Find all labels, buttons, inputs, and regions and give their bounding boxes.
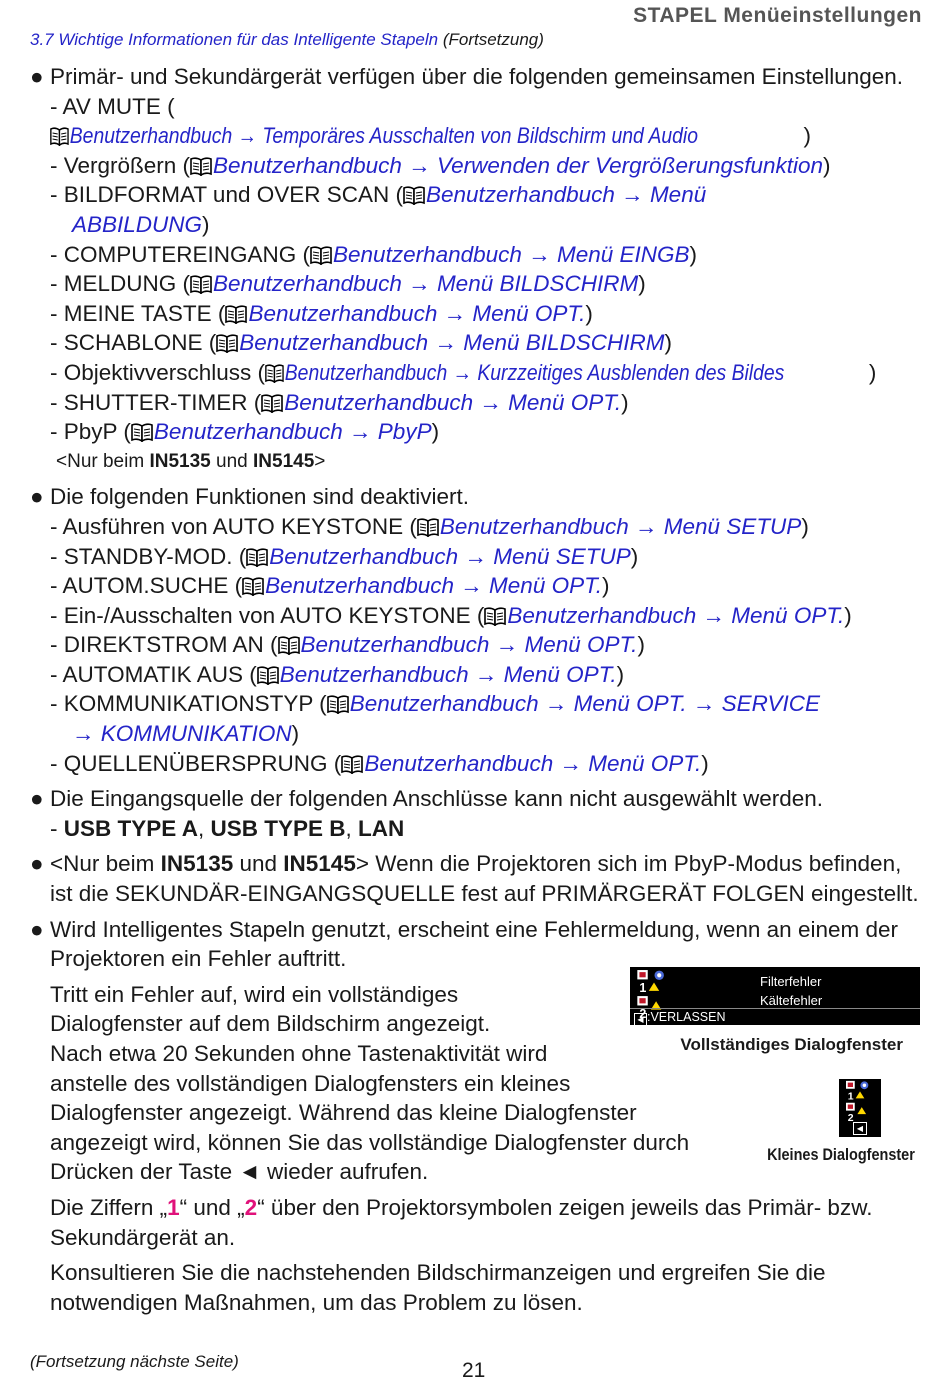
list-item: - BILDFORMAT und OVER SCAN ( Benutzerhandbuch → Menü xyxy=(50,182,707,208)
main-content xyxy=(30,62,925,1317)
bullet: ● xyxy=(30,851,44,877)
input-source-note: ● Die Eingangsquelle der folgenden Anschlüsse kann nicht ausgewählt werden. - USB TYPE A, USB TYPE B, LAN xyxy=(30,786,824,841)
model-note: <Nur beim IN5135 und IN5145> xyxy=(56,450,326,472)
list-item: - PbyP ( Benutzerhandbuch → PbyP) xyxy=(50,419,440,445)
error-note: ● Wird Intelligentes Stapeln genutzt, erscheint eine Fehlermeldung, wenn an einem der Projektoren ein Fehler auftritt. xyxy=(30,916,898,972)
book-icon xyxy=(257,665,279,685)
running-header: STAPEL Menüeinstellungen xyxy=(633,4,922,27)
bullet: ● xyxy=(30,64,44,89)
filter-error-text: Filterfehler xyxy=(760,973,822,989)
book-icon xyxy=(484,606,506,626)
small-dialog-caption: Kleines Dialogfenster xyxy=(767,1144,915,1164)
pbyp-note: ● <Nur beim IN5135 und IN5145> Wenn die Projektoren sich im PbyP-Modus befinden, ist die SEKUNDÄR-EINGANGSQUELLE fest auf PRIMÄRGERÄT FOLGEN eingestellt. xyxy=(30,851,919,907)
list-item: - Objektivverschluss ( Benutzerhandbuch → Kurzzeitiges Ausblenden des Bildes ) xyxy=(50,359,877,385)
list-item: - SHUTTER-TIMER ( Benutzerhandbuch → Menü OPT.) xyxy=(50,389,629,415)
list-item-continued: → KOMMUNIKATION) xyxy=(72,721,300,747)
book-icon xyxy=(50,126,69,146)
list-item: - Ein-/Ausschalten von AUTO KEYSTONE ( Benutzerhandbuch → Menü OPT.) xyxy=(50,602,852,628)
list-item: - AUTOM.SUCHE ( Benutzerhandbuch → Menü OPT.) xyxy=(50,573,610,599)
small-dialog-window xyxy=(839,1079,881,1137)
disabled-functions-list: ● Die folgenden Funktionen sind deaktiviert. - Ausführen von AUTO KEYSTONE ( Benutzerhandbuch → Menü SETUP) - STANDBY-MOD. ( Benutzerhandbuch → Menü SETUP) - AUTOM.SUCHE ( Benutzerhandbuch → Menü OPT.) - Ein-/Ausschalten von AUTO KEYSTONE ( Benutzerhandbuch → Menü OPT.) - DIREKTSTROM AN ( Benutzerhandbuch → Menü OPT.) - AUTOMATIK AUS ( Benutzerhandbuch → Menü OPT.) - KOMMUNIKATIONSTYP ( Benutzerhandbuch → Menü OPT. → SERVICE → KOMMUNIKATION) - QUELLENÜBERSPRUNG ( Benutzerhandbuch → Menü OPT.) xyxy=(30,482,925,778)
left-arrow-key-icon[interactable]: ◀ xyxy=(853,1122,867,1135)
bullet: ● xyxy=(30,786,44,812)
list-item: - MEINE TASTE ( Benutzerhandbuch → Menü OPT.) xyxy=(50,300,593,326)
book-icon xyxy=(341,754,363,774)
cold-error-text: Kältefehler xyxy=(760,992,823,1008)
list-item: - KOMMUNIKATIONSTYP ( Benutzerhandbuch → Menü OPT. → SERVICE xyxy=(50,691,821,717)
list-item: - DIREKTSTROM AN ( Benutzerhandbuch → Menü OPT.) xyxy=(50,632,645,658)
book-icon xyxy=(242,576,264,596)
full-dialog-caption: Vollständiges Dialogfenster xyxy=(680,1034,903,1054)
book-icon xyxy=(131,422,153,442)
list-item: - SCHABLONE ( Benutzerhandbuch → Menü BILDSCHIRM) xyxy=(50,330,673,356)
list-item-continued: ABBILDUNG) xyxy=(72,211,210,237)
digits-note: Die Ziffern „1“ und „2“ über den Projektorsymbolen zeigen jeweils das Primär- bzw. Sekundärgerät an. xyxy=(50,1194,873,1250)
bullet: ● xyxy=(30,916,44,942)
bullet: ● xyxy=(30,484,44,510)
exit-bar[interactable]: ◀ :VERLASSEN xyxy=(630,1008,920,1025)
book-icon xyxy=(246,547,268,567)
book-icon xyxy=(216,333,238,353)
continuation-note: (Fortsetzung nächste Seite) xyxy=(30,1352,239,1371)
consult-note: Konsultieren Sie die nachstehenden Bildschirmanzeigen und ergreifen Sie die notwendigen Maßnahmen, um das Problem zu lösen. xyxy=(50,1260,826,1315)
book-icon xyxy=(261,393,283,413)
book-icon xyxy=(417,517,439,537)
book-icon xyxy=(225,304,247,324)
list-item: - AUTOMATIK AUS ( Benutzerhandbuch → Menü OPT.) xyxy=(50,661,625,687)
full-dialog-window xyxy=(630,967,920,1025)
dialog-explanation: Tritt ein Fehler auf, wird ein vollständiges Dialogfenster auf dem Bildschirm angezeigt. Nach etwa 20 Sekunden ohne Tastenaktivität wird anstelle des vollständigen Dialogfensters ein kleines Dialogfenster angezeigt. Während das kleine Dialogfenster angezeigt wird, können Sie das vollständige Dialogfenster durch Drücken der Taste ◄ wieder aufrufen. Filterfehler Kältefehler ◀ :VERLASSEN Vollständiges Dialogfenster ◀ Kleines Dialogfenster xyxy=(30,980,925,1187)
book-icon xyxy=(403,185,425,205)
book-icon xyxy=(327,694,349,714)
list-item: - Vergrößern ( Benutzerhandbuch → Verwenden der Vergrößerungsfunktion) xyxy=(50,152,831,178)
list-item: - QUELLENÜBERSPRUNG ( Benutzerhandbuch → Menü OPT.) xyxy=(50,750,709,776)
book-icon xyxy=(190,274,212,294)
page-number: 21 xyxy=(462,1359,486,1382)
list-item: - STANDBY-MOD. ( Benutzerhandbuch → Menü SETUP) xyxy=(50,543,639,569)
list-item: - AV MUTE (Benutzerhandbuch → Temporäres Ausschalten von Bildschirm und Audio ) xyxy=(50,93,811,149)
projector-status-icon xyxy=(842,1080,878,1122)
book-icon xyxy=(190,156,212,176)
common-settings-list: ● Primär- und Sekundärgerät verfügen über die folgenden gemeinsamen Einstellungen. - AV MUTE (Benutzerhandbuch → Temporäres Ausschalten von Bildschirm und Audio ) - Vergrößern ( Benutzerhandbuch → Verwenden der Vergrößerungsfunktion) - BILDFORMAT und OVER SCAN ( Benutzerhandbuch → Menü ABBILDUNG) - COMPUTEREINGANG ( Benutzerhandbuch → Menü EINGB) - MELDUNG ( Benutzerhandbuch → Menü BILDSCHIRM) - MEINE TASTE ( Benutzerhandbuch → Menü OPT.) - SCHABLONE ( Benutzerhandbuch → Menü BILDSCHIRM) - Objektivverschluss ( Benutzerhandbuch → Kurzzeitiges Ausblenden des Bildes ) - SHUTTER-TIMER ( Benutzerhandbuch → Menü OPT.) - PbyP ( Benutzerhandbuch → PbyP) <Nur beim IN5135 und IN5145> xyxy=(30,62,925,476)
list-item: - MELDUNG ( Benutzerhandbuch → Menü BILDSCHIRM) xyxy=(50,271,646,297)
book-icon xyxy=(265,363,284,383)
left-arrow-key-icon: ◀ xyxy=(634,1013,647,1026)
list-item: - COMPUTEREINGANG ( Benutzerhandbuch → Menü EINGB) xyxy=(50,241,698,267)
list-item: - Ausführen von AUTO KEYSTONE ( Benutzerhandbuch → Menü SETUP) xyxy=(50,513,809,539)
section-title: 3.7 Wichtige Informationen für das Intelligente Stapeln (Fortsetzung) xyxy=(30,30,544,49)
book-icon xyxy=(310,245,332,265)
book-icon xyxy=(278,635,300,655)
